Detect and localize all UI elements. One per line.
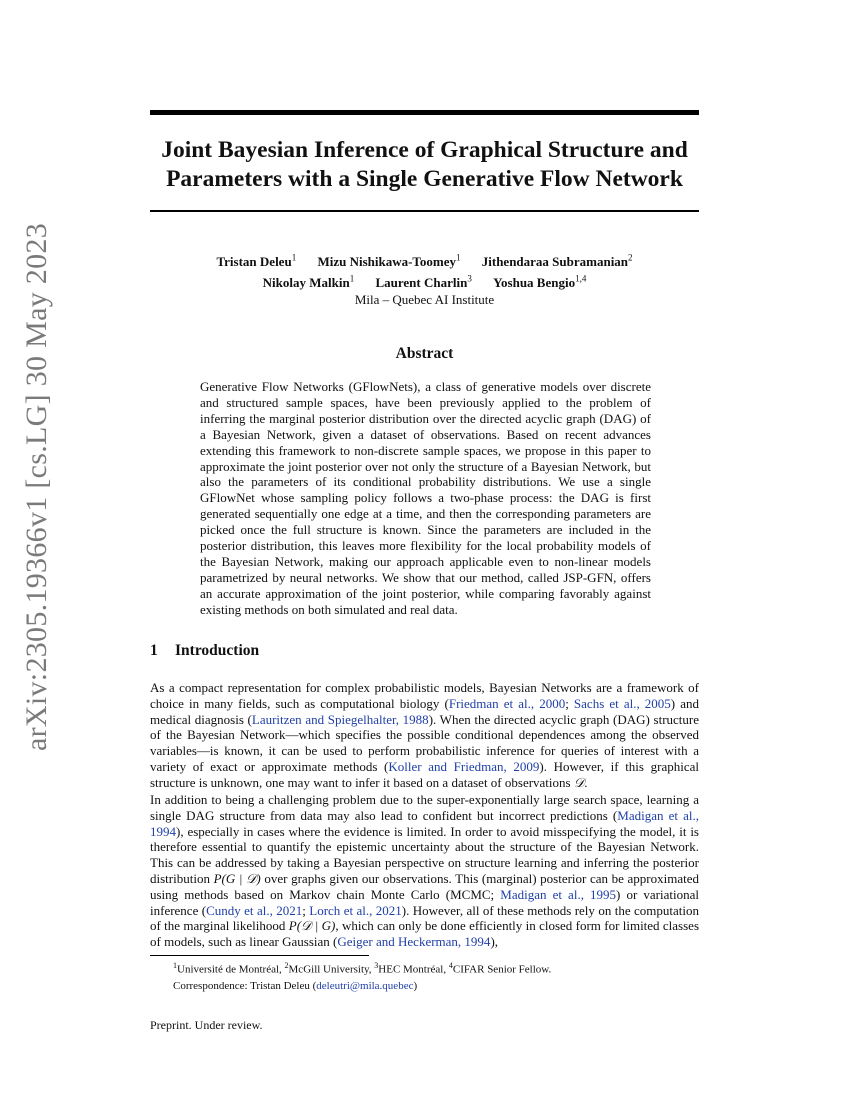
math-expression: P(𝒟 | G) xyxy=(288,918,336,934)
citation-link[interactable]: Madigan et al., 1995 xyxy=(500,886,617,902)
citation-link[interactable]: Friedman et al., 2000 xyxy=(448,695,566,711)
math-expression: P(G | 𝒟) xyxy=(213,870,261,886)
title-bottom-rule xyxy=(150,210,699,212)
author-name: Tristan Deleu$^1$ xyxy=(216,253,297,270)
citation-link[interactable]: Geiger and Heckerman, 1994 xyxy=(337,934,491,950)
footnote-rule xyxy=(150,955,369,956)
section-heading-introduction xyxy=(150,641,259,661)
footnote-correspondence: Correspondence: Tristan Deleu (deleutri@mila.quebec) xyxy=(173,979,418,992)
section-title: Introduction xyxy=(175,642,260,659)
footnotes xyxy=(173,958,551,994)
title-top-rule xyxy=(150,110,699,115)
author-block xyxy=(150,248,699,310)
affiliation: Mila – Quebec AI Institute xyxy=(354,292,495,307)
page-footer: Preprint. Under review. xyxy=(150,1018,263,1032)
citation-link[interactable]: Koller and Friedman, 2009 xyxy=(388,758,540,774)
abstract-heading: Abstract xyxy=(395,345,454,362)
author-name: Yoshua Bengio$^{1,4}$ xyxy=(493,274,587,291)
arxiv-sidebar xyxy=(22,0,52,1100)
citation-link[interactable]: Sachs et al., 2005 xyxy=(573,695,671,711)
math-symbol: 𝒟 xyxy=(573,774,585,790)
author-name: Nikolay Malkin$^1$ xyxy=(262,274,355,291)
arxiv-identifier: arXiv:2305.19366v1 [cs.LG] 30 May 2023 xyxy=(20,223,53,751)
author-name: Mizu Nishikawa-Toomey$^1$ xyxy=(317,253,461,270)
citation-link[interactable]: Madigan et al., 1994 xyxy=(150,807,699,839)
footnote-affiliations: $^1$Université de Montréal, $^2$McGill University, $^3$HEC Montréal, $^4$CIFAR Senior Fellow. xyxy=(173,961,552,976)
citation-link[interactable]: Lorch et al., 2021 xyxy=(309,902,402,918)
paper-title: Joint Bayesian Inference of Graphical Structure and Parameters with a Single Generative Flow Network xyxy=(161,137,688,192)
author-name: Jithendaraa Subramanian$^2$ xyxy=(481,253,633,270)
author-row-1 xyxy=(150,248,699,269)
author-row-2 xyxy=(150,269,699,290)
author-name: Laurent Charlin$^3$ xyxy=(375,274,472,291)
section-number: 1 xyxy=(150,642,158,659)
abstract-text: Generative Flow Networks (GFlowNets), a class of generative models over discrete and structured sample spaces, have been previously applied to the problem of inferring the marginal posterior distribution over the directed acyclic graph (DAG) of a Bayesian Network, given a dataset of observations. Based on recent advances extending this framework to non-discrete sample spaces, we propose in this paper to approximate the joint posterior over not only the structure of a Bayesian Network, but also the parameters of its conditional probability distributions. We use a single GFlowNet whose sampling policy follows a two-phase process: the DAG is first generated sequentially one edge at a time, and then the corresponding parameters are picked once the full structure is known. Since the parameters are included in the posterior distribution, this leaves more flexibility for the local probability models of the Bayesian Network, making our approach applicable even to non-linear models parametrized by neural networks. We show that our method, called JSP-GFN, offers an accurate approximation of the joint posterior, while comparing favorably against existing methods on both simulated and real data. xyxy=(200,379,651,617)
citation-link[interactable]: Lauritzen and Spiegelhalter, 1988 xyxy=(251,711,429,727)
email-link[interactable]: deleutri@mila.quebec xyxy=(316,979,414,992)
intro-paragraph-2: In addition to being a challenging problem due to the super-exponentially large search space, learning a single DAG structure from data may also lead to confident but incorrect predictions (Madigan et al., 1994), especially in cases where the evidence is limited. In order to avoid misspecifying the model, it is therefore essential to quantify the epistemic uncertainty about the structure of the Bayesian Network. This can be addressed by taking a Bayesian perspective on structure learning and inferring the posterior distribution P(G | 𝒟) over graphs given our observations. This (marginal) posterior can be approximated using methods based on Markov chain Monte Carlo (MCMC; Madigan et al., 1995) or variational inference (Cundy et al., 2021; Lorch et al., 2021). However, all of these methods rely on the computation of the marginal likelihood P(𝒟 | G), which can only be done efficiently in closed form for limited classes of models, such as linear Gaussian (Geiger and Heckerman, 1994), xyxy=(150,792,700,950)
intro-paragraph-1: As a compact representation for complex probabilistic models, Bayesian Networks are a framework of choice in many fields, such as computational biology (Friedman et al., 2000; Sachs et al., 2005) and medical diagnosis (Lauritzen and Spiegelhalter, 1988). When the directed acyclic graph (DAG) structure of the Bayesian Network—which specifies the possible conditional dependences among the observed variables—is known, it can be used to perform probabilistic inference for queries of interest with a variety of exact or approximate methods (Koller and Friedman, 2009). However, if this graphical structure is unknown, one may want to infer it based on a dataset of observations 𝒟. xyxy=(150,680,699,790)
citation-link[interactable]: Cundy et al., 2021 xyxy=(206,902,303,918)
